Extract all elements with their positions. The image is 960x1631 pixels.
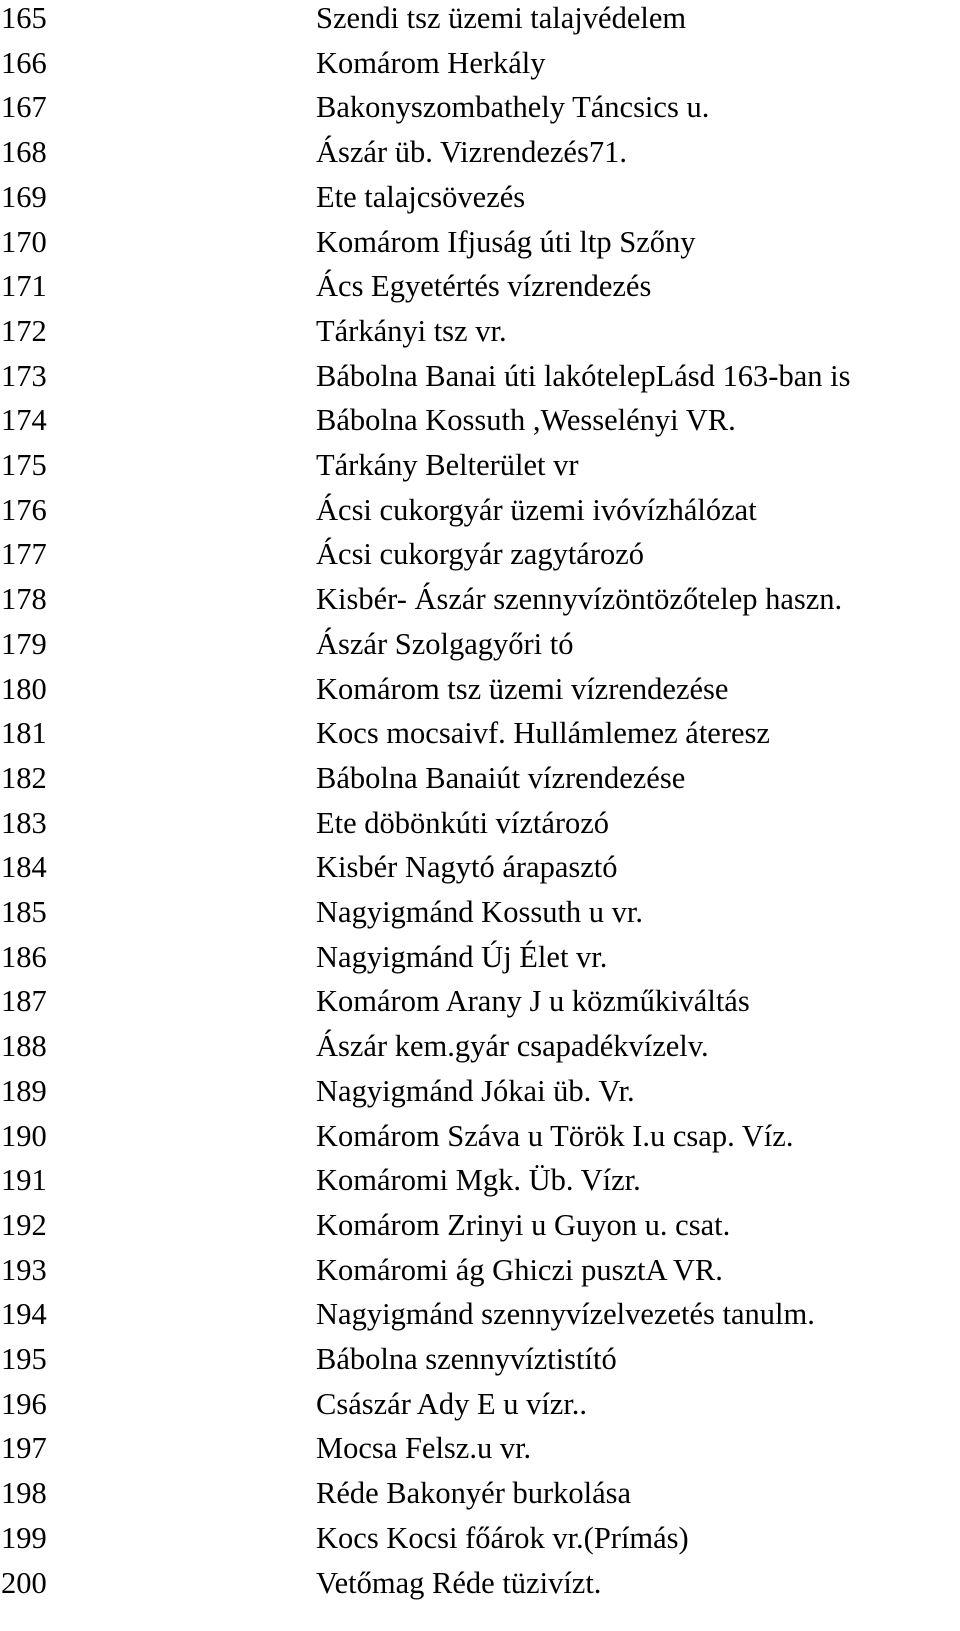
item-name: Bábolna Banaiút vízrendezése [316, 760, 686, 795]
item-name: Ete döbönkúti víztározó [316, 805, 610, 840]
list-item [0, 845, 960, 890]
list-item [0, 890, 960, 935]
item-name: Komárom Ifjuság úti ltp Szőny [316, 224, 696, 259]
item-name: Bábolna szennyvíztistító [316, 1342, 617, 1376]
list-item [0, 175, 960, 220]
list-item [0, 354, 960, 399]
list-item [0, 488, 960, 533]
item-name: Komárom Arany J u közműkiváltás [316, 984, 750, 1019]
list-item [0, 0, 960, 41]
item-number: 179 [1, 626, 47, 661]
item-name: Komárom Herkály [316, 45, 546, 80]
list-item [0, 1069, 960, 1114]
item-name: Ászár kem.gyár csapadékvízelv. [316, 1029, 709, 1064]
item-name: Tárkányi tsz vr. [316, 313, 507, 348]
item-name: Nagyigmánd Jókai üb. Vr. [316, 1073, 635, 1108]
item-name: Császár Ady E u vízr.. [316, 1386, 588, 1421]
list-item [0, 979, 960, 1024]
item-number: 167 [1, 90, 47, 125]
item-number: 182 [1, 760, 47, 795]
list-item [0, 1024, 960, 1069]
list-item [0, 711, 960, 756]
item-number: 176 [1, 492, 47, 527]
item-number: 199 [1, 1520, 47, 1555]
item-number: 168 [1, 135, 47, 170]
item-name: Ászár Szolgagyőri tó [316, 626, 574, 661]
item-number: 191 [1, 1163, 47, 1198]
item-number: 183 [1, 805, 47, 840]
list-item [0, 1292, 960, 1337]
list-item [0, 667, 960, 712]
item-number: 184 [1, 850, 47, 885]
item-name: Kocs mocsaivf. Hullámlemez áteresz [316, 716, 770, 751]
list-item [0, 1158, 960, 1203]
item-name: Vetőmag Réde tüzivízt. [316, 1565, 602, 1600]
item-number: 166 [1, 45, 47, 80]
item-name: Ács Egyetértés vízrendezés [316, 269, 652, 304]
item-name: Nagyigmánd szennyvízelvezetés tanulm. [316, 1297, 815, 1332]
item-number: 190 [1, 1118, 47, 1153]
item-number: 173 [1, 358, 47, 393]
list-item [0, 130, 960, 175]
item-number: 197 [1, 1431, 47, 1466]
item-name: Szendi tsz üzemi talajvédelem [316, 1, 687, 35]
item-name: Tárkány Belterület vr [316, 448, 579, 482]
item-name: Nagyigmánd Új Élet vr. [316, 939, 608, 974]
item-number: 200 [1, 1565, 47, 1600]
list-item [0, 1203, 960, 1248]
list-item [0, 577, 960, 622]
item-name: Komárom tsz üzemi vízrendezése [316, 671, 729, 706]
item-number: 175 [1, 448, 47, 482]
list-item [0, 1337, 960, 1382]
item-number: 181 [1, 716, 47, 751]
item-name: Ászár üb. Vizrendezés71. [316, 135, 627, 170]
list-item [0, 220, 960, 265]
item-number: 178 [1, 582, 47, 617]
item-name: Komáromi ág Ghiczi pusztA VR. [316, 1252, 723, 1287]
item-number: 186 [1, 939, 47, 974]
item-number: 198 [1, 1476, 47, 1511]
list-item [0, 1114, 960, 1159]
item-name: Kisbér- Ászár szennyvízöntözőtelep haszn. [316, 582, 843, 617]
list-item [0, 1248, 960, 1293]
list-item [0, 756, 960, 801]
list-item [0, 309, 960, 354]
item-name: Komárom Zrinyi u Guyon u. csat. [316, 1207, 731, 1242]
list-item [0, 41, 960, 86]
list-item [0, 935, 960, 980]
item-number: 170 [1, 224, 47, 259]
list-item [0, 1471, 960, 1516]
item-number: 169 [1, 179, 47, 214]
list-item [0, 801, 960, 846]
item-name: Ete talajcsövezés [316, 179, 526, 214]
list-item [0, 398, 960, 443]
list-item [0, 1516, 960, 1561]
item-number: 195 [1, 1342, 47, 1376]
item-number: 174 [1, 403, 47, 438]
list-item [0, 532, 960, 577]
item-name: Komárom Száva u Török I.u csap. Víz. [316, 1118, 794, 1153]
item-name: Komáromi Mgk. Üb. Vízr. [316, 1163, 641, 1198]
item-number: 172 [1, 313, 47, 348]
item-number: 185 [1, 895, 47, 929]
item-name: Bakonyszombathely Táncsics u. [316, 90, 710, 125]
item-name: Mocsa Felsz.u vr. [316, 1431, 532, 1466]
item-name: Ácsi cukorgyár zagytározó [316, 537, 645, 572]
item-name: Bábolna Kossuth ,Wesselényi VR. [316, 403, 736, 438]
list-item [0, 443, 960, 488]
item-number: 189 [1, 1073, 47, 1108]
item-number: 194 [1, 1297, 47, 1332]
list-item [0, 85, 960, 130]
item-number: 187 [1, 984, 47, 1019]
item-number: 165 [1, 1, 47, 35]
list-item [0, 1382, 960, 1427]
list-item [0, 622, 960, 667]
item-name: Kisbér Nagytó árapasztó [316, 850, 618, 885]
list-item [0, 264, 960, 309]
item-number: 188 [1, 1029, 47, 1064]
item-number: 180 [1, 671, 47, 706]
item-name: Ácsi cukorgyár üzemi ivóvízhálózat [316, 492, 757, 527]
item-number: 192 [1, 1207, 47, 1242]
item-number: 177 [1, 537, 47, 572]
item-number: 171 [1, 269, 47, 304]
item-name: Réde Bakonyér burkolása [316, 1476, 632, 1511]
item-name: Bábolna Banai úti lakótelepLásd 163-ban is [316, 358, 851, 393]
list-item [0, 1426, 960, 1471]
item-number: 193 [1, 1252, 47, 1287]
item-name: Nagyigmánd Kossuth u vr. [316, 895, 644, 929]
list-item [0, 1561, 960, 1606]
item-name: Kocs Kocsi főárok vr.(Prímás) [316, 1520, 689, 1555]
item-number: 196 [1, 1386, 47, 1421]
